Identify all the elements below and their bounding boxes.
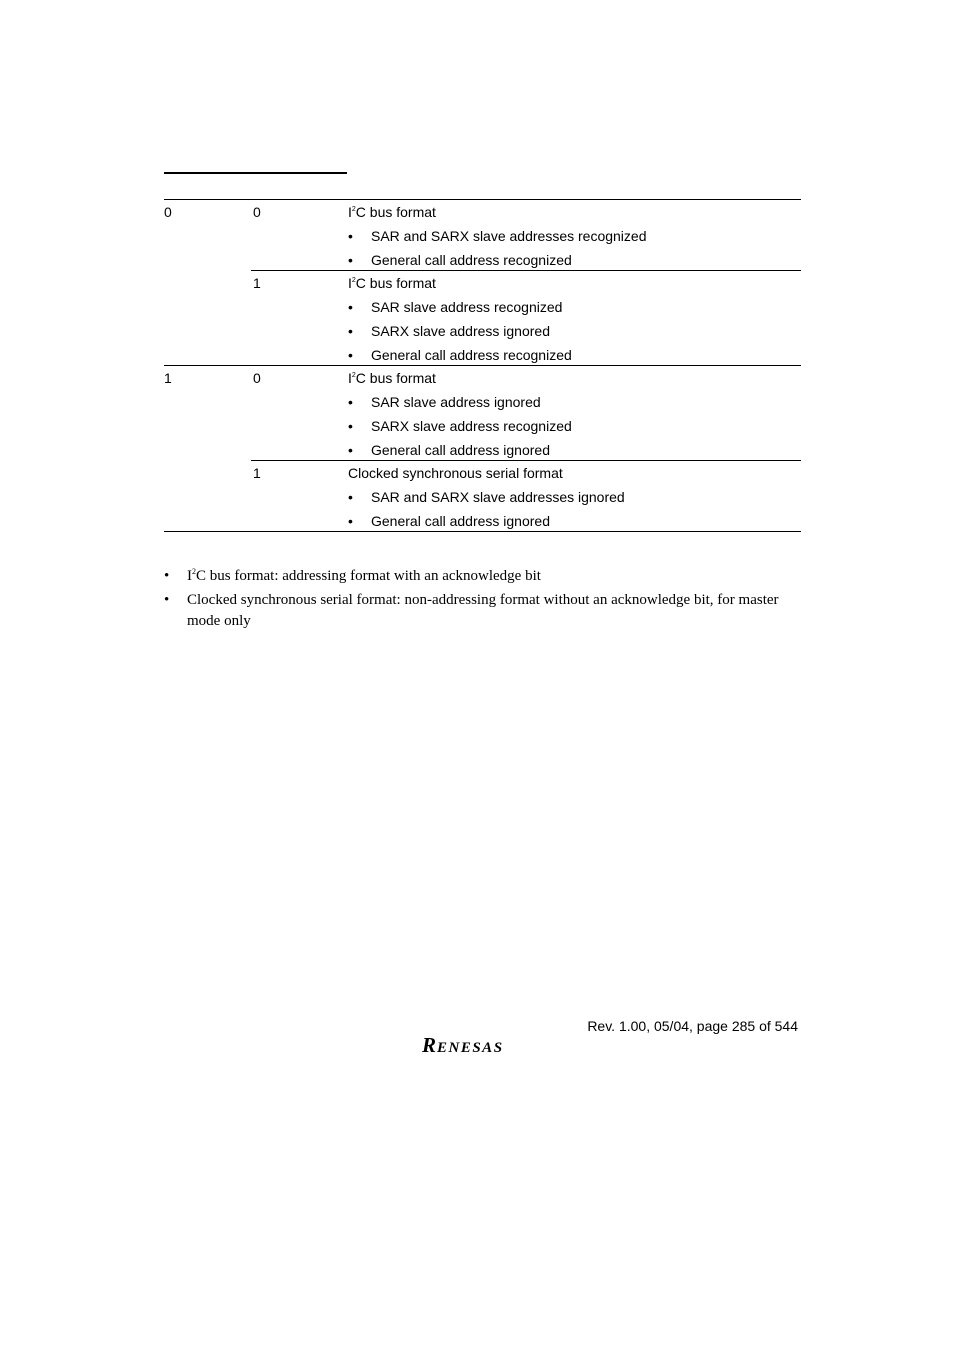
table-row (251, 270, 801, 365)
table-row (251, 460, 801, 531)
table-row (251, 200, 801, 270)
list-item: • General call address ignored (348, 513, 550, 529)
list-item: • SAR and SARX slave addresses ignored (348, 489, 625, 505)
bullet-icon: • (348, 513, 353, 529)
bit1-value: 1 (164, 370, 172, 386)
bullet-list (348, 489, 801, 529)
bit0-value: 0 (253, 370, 261, 386)
bullet-icon: • (348, 489, 353, 505)
bit0-value: 1 (253, 275, 261, 291)
svg-text:ENESAS: ENESAS (437, 1040, 504, 1056)
list-item: • General call address recognized (348, 347, 572, 363)
format-title: $I^2C$ bus format (348, 204, 436, 220)
section-rule (164, 172, 347, 174)
list-item: • General call address recognized (348, 252, 572, 268)
table-group (164, 365, 801, 531)
row-description (348, 271, 801, 365)
page-footer: Rev. 1.00, 05/04, page 285 of 544 (587, 1018, 798, 1034)
bullet-icon: • (348, 418, 353, 434)
bit0-value: 0 (253, 204, 261, 220)
format-title: $I^2C$ bus format (348, 275, 436, 291)
list-item: • SAR slave address ignored (348, 394, 541, 410)
notes-list (164, 566, 804, 635)
list-item: • SAR and SARX slave addresses recognized (348, 228, 647, 244)
renesas-logo (422, 1033, 542, 1057)
bit1-value: 0 (164, 204, 172, 220)
bullet-icon: • (348, 323, 353, 339)
bullet-icon: • (348, 299, 353, 315)
format-title: $I^2C$ bus format (348, 370, 436, 386)
list-item: • General call address ignored (348, 442, 550, 458)
bullet-list (348, 299, 801, 363)
table-group (164, 200, 801, 365)
bullet-list (348, 228, 801, 268)
bullet-icon: • (348, 347, 353, 363)
note-item: • $I^2C$ bus format: addressing format with an acknowledge bit (164, 566, 804, 587)
bullet-icon: • (348, 442, 353, 458)
list-item: • SARX slave address recognized (348, 418, 572, 434)
bullet-icon: • (348, 228, 353, 244)
row-description (348, 366, 801, 460)
row-description (348, 461, 801, 531)
bit0-value: 1 (253, 465, 261, 481)
bullet-icon: • (348, 394, 353, 410)
note-item: • Clocked synchronous serial format: non-addressing format without an acknowledge bit, for master mode only (164, 592, 779, 629)
list-item: • SAR slave address recognized (348, 299, 563, 315)
row-description (348, 200, 801, 270)
bullet-list (348, 394, 801, 458)
list-item: • SARX slave address ignored (348, 323, 550, 339)
svg-text:R: R (422, 1033, 437, 1057)
format-title: Clocked synchronous serial format (348, 465, 563, 481)
table-row (251, 366, 801, 460)
bullet-icon: • (164, 592, 170, 608)
format-table (164, 199, 801, 532)
bullet-icon: • (348, 252, 353, 268)
bullet-icon: • (164, 568, 170, 584)
